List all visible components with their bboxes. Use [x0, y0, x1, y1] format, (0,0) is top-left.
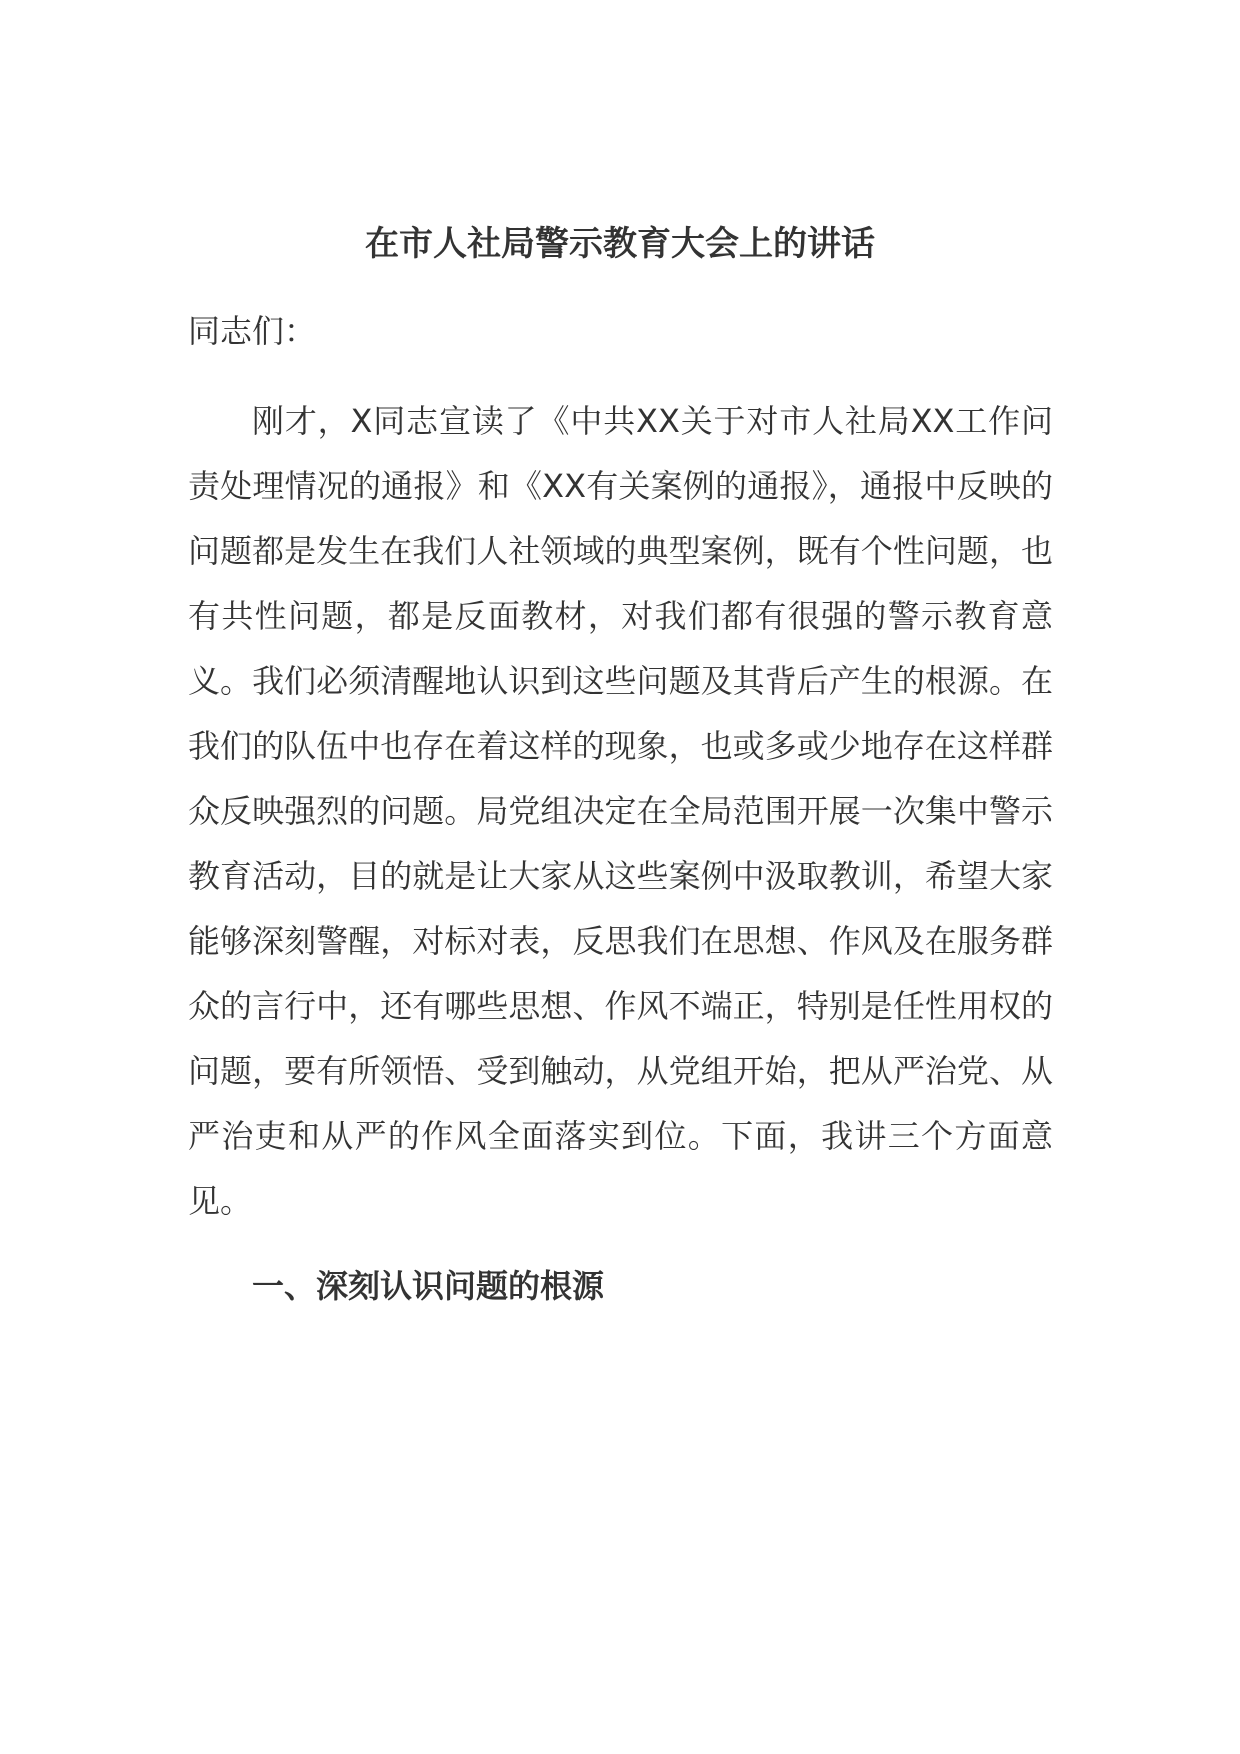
body-paragraph: 刚才，X同志宣读了《中共XX关于对市人社局XX工作问责处理情况的通报》和《XX有关案例的通报》，通报中反映的问题都是发生在我们人社领域的典型案例，既有个性问题，也有共性问题，都是反面教材，对我们都有很强的警示教育意义。我们必须清醒地认识到这些问题及其背后产生的根源。在我们的队伍中也存在着这样的现象，也或多或少地存在这样群众反映强烈的问题。局党组决定在全局范围开展一次集中警示教育活动，目的就是让大家从这些案例中汲取教训，希望大家能够深刻警醒，对标对表，反思我们在思想、作风及在服务群众的言行中，还有哪些思想、作风不端正，特别是任性用权的问题，要有所领悟、受到触动，从党组开始，把从严治党、从严治吏和从严的作风全面落实到位。下面，我讲三个方面意见。: [188, 402, 1053, 1220]
document-title: 在市人社局警示教育大会上的讲话: [365, 224, 875, 264]
salutation: 同志们：: [188, 312, 317, 350]
section-heading: 一、深刻认识问题的根源: [252, 1267, 605, 1305]
